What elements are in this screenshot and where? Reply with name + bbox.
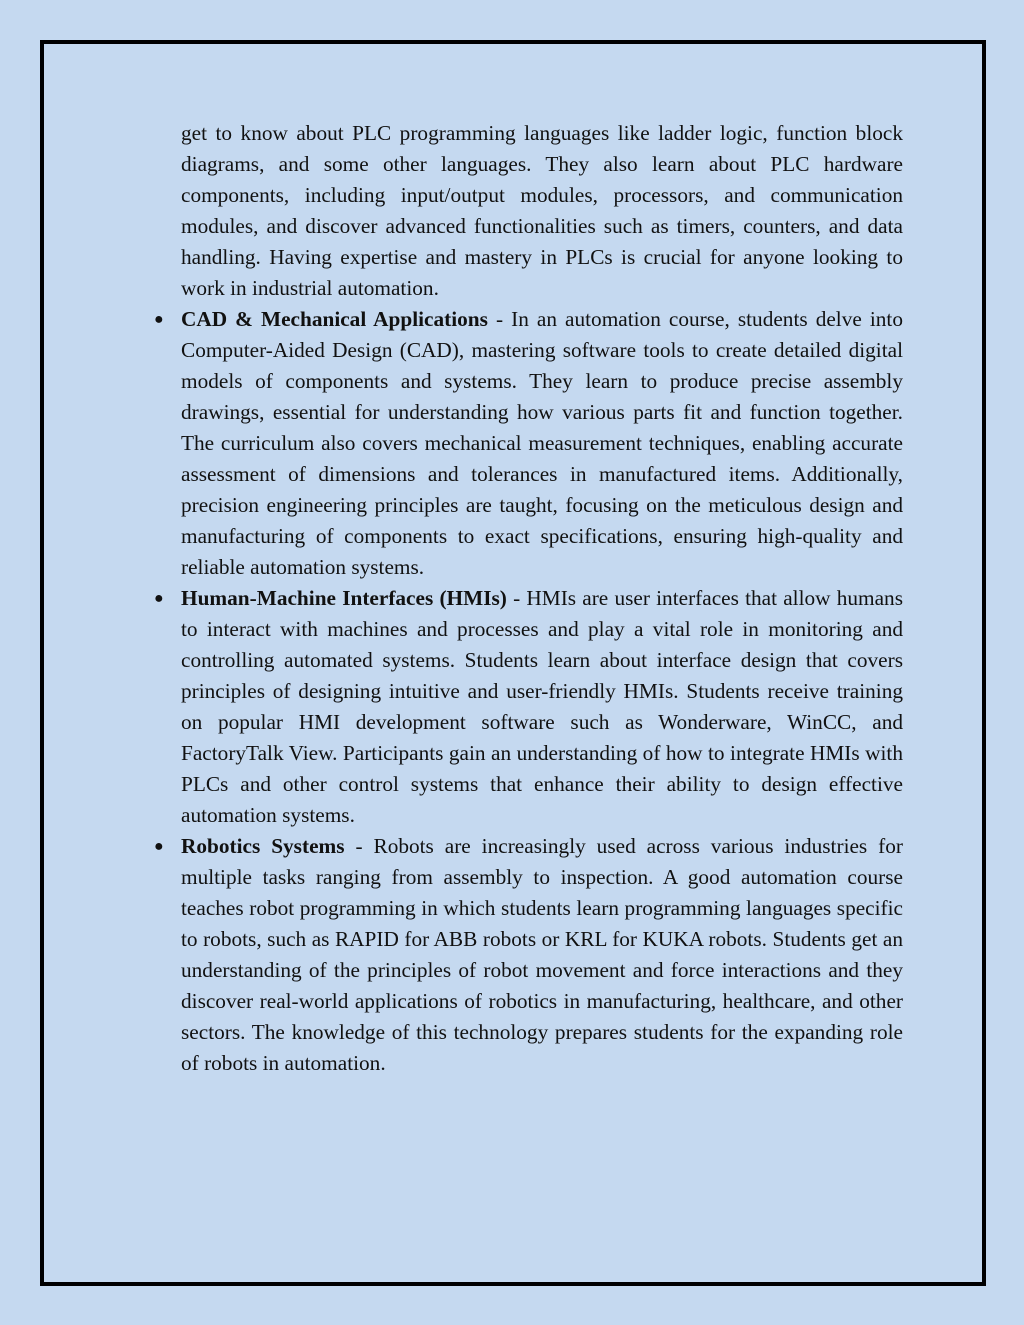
bullet-item-robotics xyxy=(154,831,903,1079)
bullet-text: - In an automation course, students delve into Computer-Aided Design (CAD), mastering software tools to create detailed digital models of components and systems. They learn to produce precise assembly drawings, essential for understanding how various parts fit and function together. The curriculum also covers mechanical measurement techniques, enabling accurate assessment of dimensions and tolerances in manufactured items. Additionally, precision engineering principles are taught, focusing on the meticulous design and manufacturing of components to exact specifications, ensuring high-quality and reliable automation systems. xyxy=(181,307,904,579)
bullet-title: Robotics Systems xyxy=(181,834,345,858)
bullet-dot-icon: ● xyxy=(154,590,164,607)
bullet-title: CAD & Mechanical Applications xyxy=(181,307,488,331)
bullet-text: - HMIs are user interfaces that allow humans to interact with machines and processes and play a vital role in monitoring and controlling automated systems. Students learn about interface design that covers principles of designing intuitive and user-friendly HMIs. Students receive training on popular HMI development software such as Wonderware, WinCC, and FactoryTalk View. Participants gain an understanding of how to integrate HMIs with PLCs and other control systems that enhance their ability to design effective automation systems. xyxy=(181,586,903,827)
bullet-text: - Robots are increasingly used across various industries for multiple tasks ranging from assembly to inspection. A good automation course teaches robot programming in which students learn programming languages specific to robots, such as RAPID for ABB robots or KRL for KUKA robots. Students get an understanding of the principles of robot movement and force interactions and they discover real-world applications of robotics in manufacturing, healthcare, and other sectors. The knowledge of this technology prepares students for the expanding role of robots in automation. xyxy=(181,834,903,1075)
document-body xyxy=(154,118,904,1079)
intro-paragraph: get to know about PLC programming languages like ladder logic, function block diagrams, and some other languages. They also learn about PLC hardware components, including input/output modules, processors, and communication modules, and discover advanced functionalities such as timers, counters, and data handling. Having expertise and mastery in PLCs is crucial for anyone looking to work in industrial automation. xyxy=(181,121,903,300)
bullet-item-cad-mechanical xyxy=(154,304,904,583)
bullet-dot-icon: ● xyxy=(154,311,164,328)
bullet-dot-icon: ● xyxy=(154,838,164,855)
topic-bullet-list xyxy=(154,304,904,1079)
bullet-title: Human-Machine Interfaces (HMIs) xyxy=(181,586,507,610)
bullet-item-hmi xyxy=(154,583,903,831)
